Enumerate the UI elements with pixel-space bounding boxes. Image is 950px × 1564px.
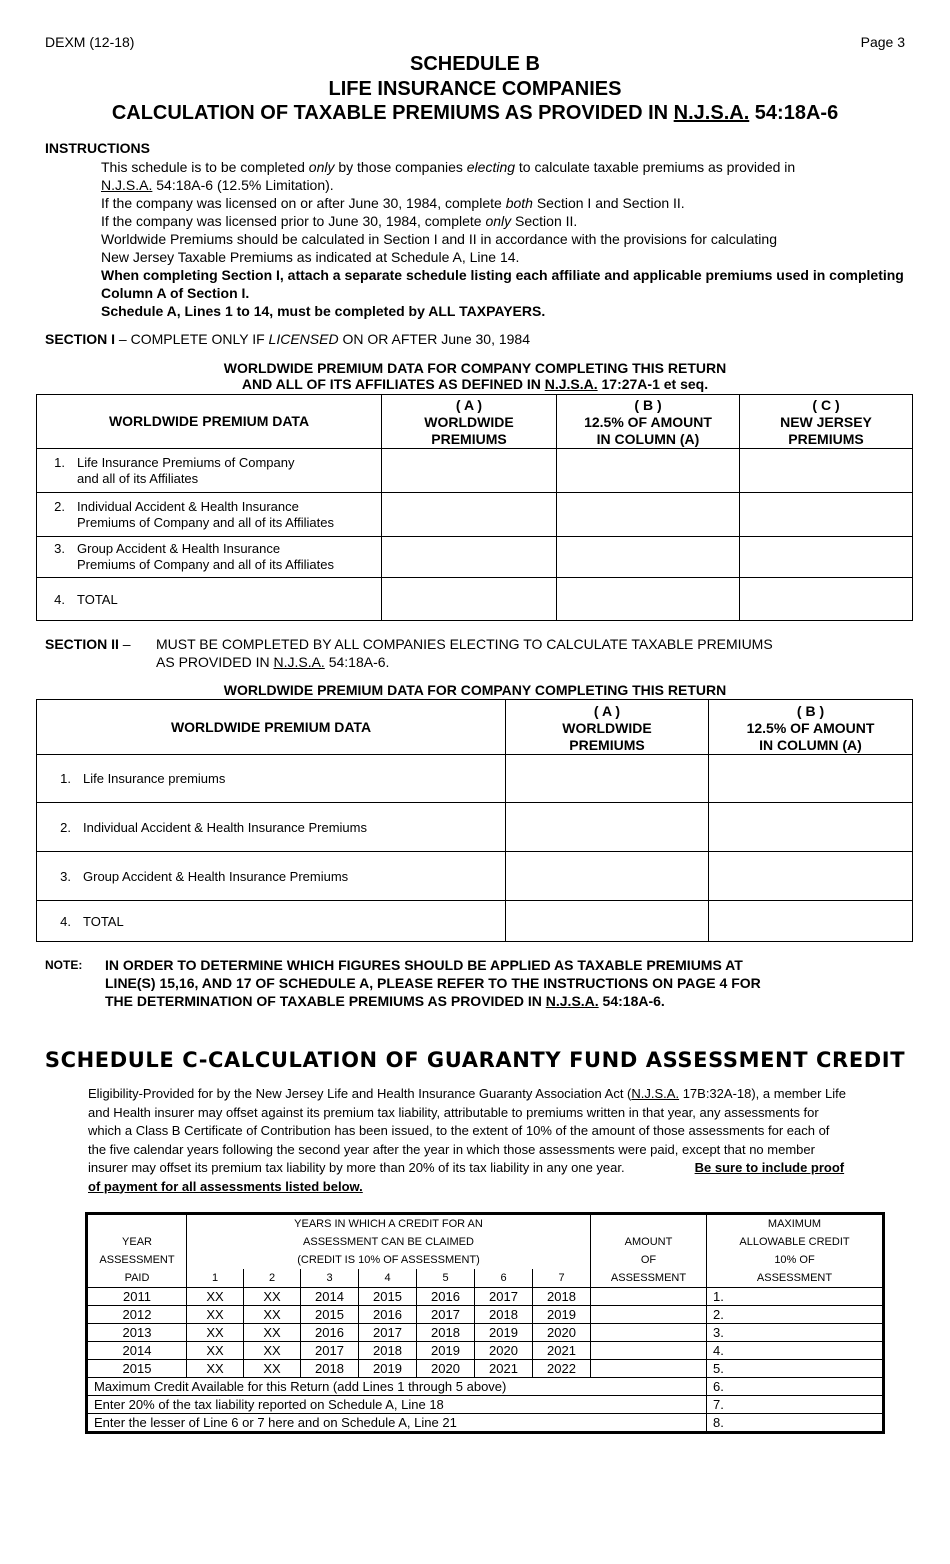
calc-title: CALCULATION OF TAXABLE PREMIUMS AS PROVIDED IN N.J.S.A. 54:18A-6 — [111, 102, 839, 124]
credit-field-4[interactable]: 4. — [707, 1342, 884, 1360]
s2-r2-a-field[interactable] — [506, 803, 709, 852]
section-2-text: MUST BE COMPLETED BY ALL COMPANIES ELECTING TO CALCULATE TAXABLE PREMIUMS AS PROVIDED IN N.J.S.A. 54:18A-6. — [156, 636, 773, 670]
s1-col-b: ( B ) 12.5% OF AMOUNT IN COLUMN (A) — [557, 395, 740, 449]
table-row: 4. TOTAL — [37, 901, 913, 942]
table-row: 4. TOTAL — [37, 578, 913, 621]
section-2-table-title: WORLDWIDE PREMIUM DATA FOR COMPANY COMPLETING THIS RETURN — [223, 682, 727, 698]
s2-r4-b-field[interactable] — [709, 901, 913, 942]
section-1-table-title-2: AND ALL OF ITS AFFILIATES AS DEFINED IN N.J.S.A. 17:27A-1 et seq. — [241, 376, 709, 392]
section-1-table — [36, 394, 913, 621]
s2-r3-a-field[interactable] — [506, 852, 709, 901]
s1-r4-b-field[interactable] — [557, 578, 740, 621]
section-1-heading: SECTION I – COMPLETE ONLY IF LICENSED ON OR AFTER June 30, 1984 — [45, 331, 530, 347]
life-insurance-title: LIFE INSURANCE COMPANIES — [328, 78, 622, 100]
s1-r1-c-field[interactable] — [740, 449, 913, 493]
table-row: 1. Life Insurance premiums — [37, 755, 913, 803]
table-row: 3. Group Accident & Health Insurance Premiums of Company and all of its Affiliates — [37, 537, 913, 578]
s1-r3-b-field[interactable] — [557, 537, 740, 578]
line-6-field[interactable]: 6. — [707, 1378, 884, 1396]
note-text: IN ORDER TO DETERMINE WHICH FIGURES SHOULD BE APPLIED AS TAXABLE PREMIUMS AT LINE(S) 15,16, AND 17 OF SCHEDULE A, PLEASE REFER TO THE INSTRUCTIONS ON PAGE 4 FOR THE DETERMINATION OF TAXABLE PREMIUMS AS PROVIDED IN N.J.S.A. 54:18A-6. — [105, 957, 761, 1009]
line-7-field[interactable]: 7. — [707, 1396, 884, 1414]
s2-col-main: WORLDWIDE PREMIUM DATA — [37, 700, 506, 755]
s1-r4-a-field[interactable] — [382, 578, 557, 621]
table-row: 2013 XX XX 2016 2017 2018 2019 2020 3. — [87, 1324, 884, 1342]
summary-row: Enter the lesser of Line 6 or 7 here and on Schedule A, Line 21 8. — [87, 1414, 884, 1433]
s1-col-a: ( A ) WORLDWIDE PREMIUMS — [382, 395, 557, 449]
amount-field-4[interactable] — [591, 1342, 707, 1360]
s1-r2-a-field[interactable] — [382, 493, 557, 537]
schedule-b-title: SCHEDULE B — [409, 53, 540, 75]
table-row: 3. Group Accident & Health Insurance Premiums — [37, 852, 913, 901]
table-row: 1. Life Insurance Premiums of Company and all of its Affiliates — [37, 449, 913, 493]
s2-r1-a-field[interactable] — [506, 755, 709, 803]
s1-col-main: WORLDWIDE PREMIUM DATA — [37, 395, 382, 449]
table-row: 2012 XX XX 2015 2016 2017 2018 2019 2. — [87, 1306, 884, 1324]
s2-r1-b-field[interactable] — [709, 755, 913, 803]
schedule-c-table: YEARS IN WHICH A CREDIT FOR AN MAXIMUM YEAR ASSESSMENT CAN BE CLAIMED AMOUNT ALLOWABLE CREDIT ASSESSMENT (CREDIT IS 10% OF ASSESSMENT) OF 10% OF PAID 1 2 3 4 5 6 7 ASSESSMENT ASSESSMENT 2011 XX XX 2014 2015 2016 2017 2018 1. 2012 XX XX 2015 2016 2017 2018 2019 2. 2013 XX XX 2016 2017 2018 2019 2020 3. 2014 XX XX 2017 2018 2019 2020 2021 4. 2015 XX XX 2018 2019 2020 2021 2022 5. Maximum Credit Available for this Return (add Lines 1 through 5 above) 6. Enter 20% of the tax liability reported on Schedule A, Line 18 7. Enter the lesser of Line 6 or 7 here and on Schedule A, Line 21 8. — [85, 1212, 885, 1434]
credit-field-3[interactable]: 3. — [707, 1324, 884, 1342]
s1-col-c: ( C ) NEW JERSEY PREMIUMS — [740, 395, 913, 449]
credit-field-5[interactable]: 5. — [707, 1360, 884, 1378]
section-2-label: SECTION II – — [45, 636, 131, 652]
amount-field-2[interactable] — [591, 1306, 707, 1324]
form-id: DEXM (12-18) — [45, 34, 135, 50]
line-8-field[interactable]: 8. — [707, 1414, 884, 1433]
s2-r4-a-field[interactable] — [506, 901, 709, 942]
amount-field-3[interactable] — [591, 1324, 707, 1342]
amount-field-5[interactable] — [591, 1360, 707, 1378]
credit-field-2[interactable]: 2. — [707, 1306, 884, 1324]
section-2-table — [36, 699, 913, 942]
table-row: 2014 XX XX 2017 2018 2019 2020 2021 4. — [87, 1342, 884, 1360]
s1-r4-c-field[interactable] — [740, 578, 913, 621]
s1-r1-b-field[interactable] — [557, 449, 740, 493]
note-label: NOTE: — [45, 958, 83, 972]
section-1-table-title-1: WORLDWIDE PREMIUM DATA FOR COMPANY COMPLETING THIS RETURN — [223, 360, 727, 376]
schedule-c-title: SCHEDULE C-CALCULATION OF GUARANTY FUND ASSESSMENT CREDIT — [44, 1048, 906, 1072]
summary-row: Maximum Credit Available for this Return (add Lines 1 through 5 above) 6. — [87, 1378, 884, 1396]
table-row: 2011 XX XX 2014 2015 2016 2017 2018 1. — [87, 1288, 884, 1306]
s1-r3-a-field[interactable] — [382, 537, 557, 578]
table-row: 2. Individual Accident & Health Insurance Premiums of Company and all of its Affiliates — [37, 493, 913, 537]
table-row: 2. Individual Accident & Health Insurance Premiums — [37, 803, 913, 852]
s2-r3-b-field[interactable] — [709, 852, 913, 901]
credit-field-1[interactable]: 1. — [707, 1288, 884, 1306]
page-number: Page 3 — [860, 34, 905, 50]
proof-note: Be sure to include proof of payment for all assessments listed below. — [88, 1160, 845, 1194]
s1-r2-b-field[interactable] — [557, 493, 740, 537]
s2-col-a: ( A ) WORLDWIDE PREMIUMS — [506, 700, 709, 755]
summary-row: Enter 20% of the tax liability reported on Schedule A, Line 18 7. — [87, 1396, 884, 1414]
s1-r2-c-field[interactable] — [740, 493, 913, 537]
instructions-body: This schedule is to be completed only by those companies electing to calculate taxable premiums as provided in N.J.S.A. 54:18A-6 (12.5% Limitation). If the company was licensed on or after June 30, 1984, complete both Section I and Section II. If the company was licensed prior to June 30, 1984, complete only Section II. Worldwide Premiums should be calculated in Section I and II in accordance with the provisions for calculating New Jersey Taxable Premiums as indicated at Schedule A, Line 14. When completing Section I, attach a separate schedule listing each affiliate and applicable premiums used in completing Column A of Section I. Schedule A, Lines 1 to 14, must be completed by ALL TAXPAYERS. — [101, 159, 904, 319]
table-row: 2015 XX XX 2018 2019 2020 2021 2022 5. — [87, 1360, 884, 1378]
eligibility-paragraph: Eligibility-Provided for by the New Jersey Life and Health Insurance Guaranty Association Act (N.J.S.A. 17B:32A-18), a member Life and Health insurer may offset against its premium tax liability, attributable to premiums written in that year, any assessments for which a Class B Certificate of Contribution has been issued, to the extent of 10% of the amount of those assessments for each of the five calendar years following the second year after the year in which those assessments were paid, except that no member insurer may offset its premium tax liability by more than 20% of its tax liability in any one year. Be sure to include proof of payment for all assessments listed below. — [88, 1086, 846, 1194]
instructions-heading: INSTRUCTIONS — [45, 140, 150, 156]
s2-r2-b-field[interactable] — [709, 803, 913, 852]
s1-r1-a-field[interactable] — [382, 449, 557, 493]
s2-col-b: ( B ) 12.5% OF AMOUNT IN COLUMN (A) — [709, 700, 913, 755]
amount-field-1[interactable] — [591, 1288, 707, 1306]
s1-r3-c-field[interactable] — [740, 537, 913, 578]
